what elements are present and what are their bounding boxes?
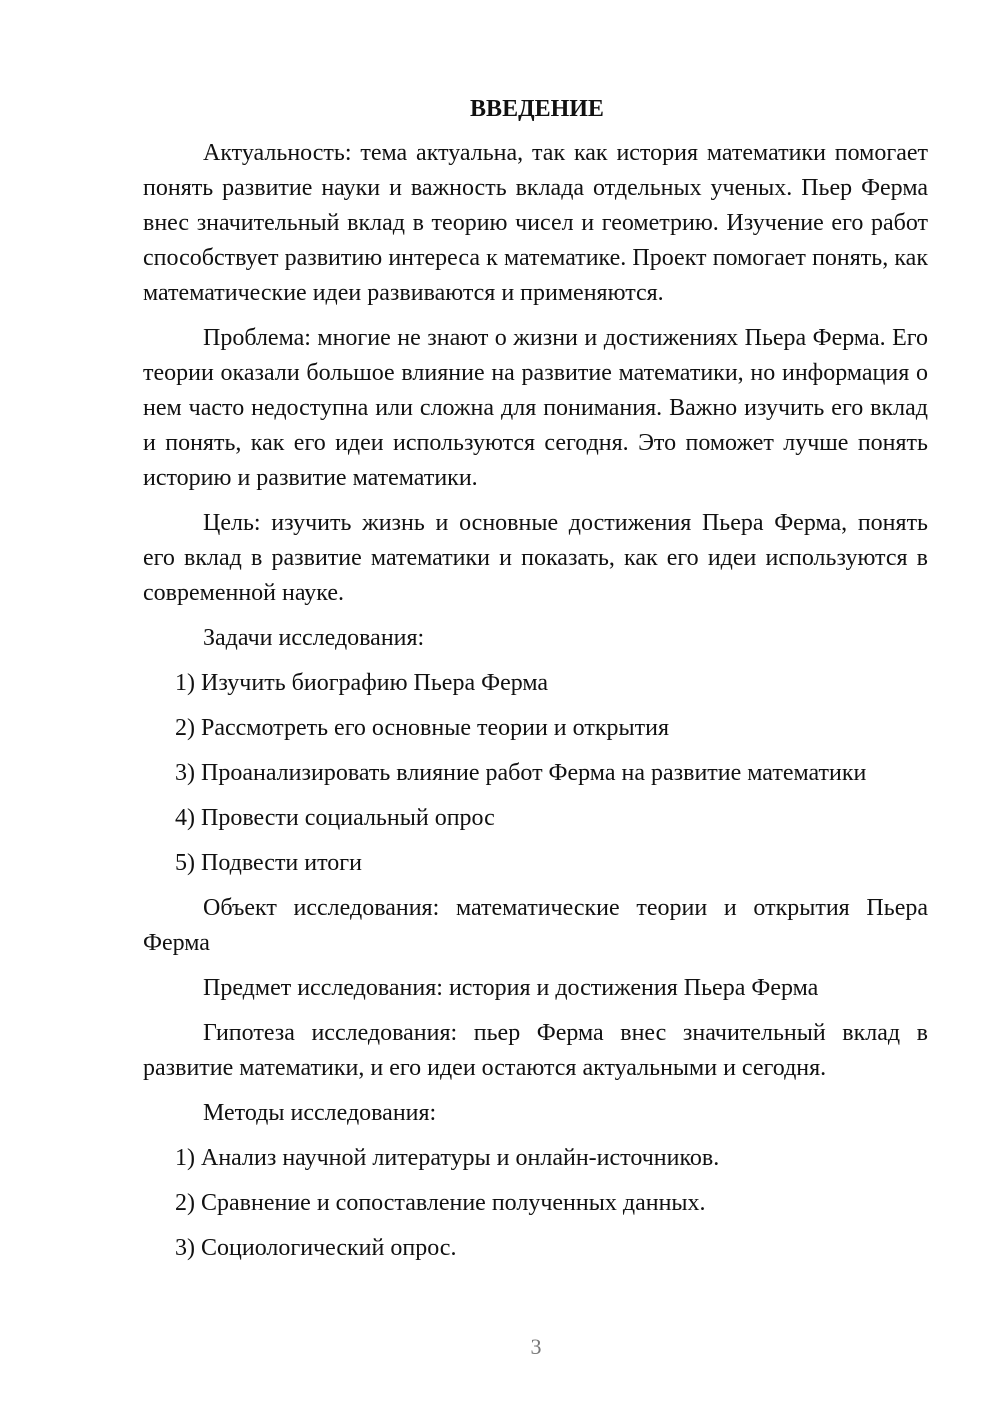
task-item-2: 2) Рассмотреть его основные теории и открытия bbox=[175, 715, 669, 741]
subject-line: Предмет исследования: история и достижения Пьера Ферма bbox=[203, 975, 819, 1001]
methods-heading: Методы исследования: bbox=[203, 1100, 437, 1126]
relevance-paragraph: Актуальность: тема актуальна, так как история математики помогает понять развитие науки и важность вклада отдельных ученых. Пьер Ферма внес значительный вклад в теорию чисел и геометрию. Изучение его работ способствует развитию интереса к математике. Проект помогает понять, как математические идеи развиваются и применяются. bbox=[143, 140, 928, 306]
object-paragraph: Объект исследования: математические теории и открытия Пьера Ферма bbox=[143, 895, 928, 956]
task-item-3: 3) Проанализировать влияние работ Ферма на развитие математики bbox=[175, 760, 867, 786]
goal-paragraph: Цель: изучить жизнь и основные достижения Пьера Ферма, понять его вклад в развитие математики и показать, как его идеи используются в современной науке. bbox=[143, 510, 928, 606]
task-item-5: 5) Подвести итоги bbox=[175, 850, 362, 876]
page-content bbox=[143, 92, 928, 1276]
task-item-1: 1) Изучить биографию Пьера Ферма bbox=[175, 670, 549, 696]
method-item-3: 3) Социологический опрос. bbox=[175, 1235, 457, 1261]
hypothesis-paragraph: Гипотеза исследования: пьер Ферма внес значительный вклад в развитие математики, и его идеи остаются актуальными и сегодня. bbox=[143, 1020, 928, 1081]
task-item-4: 4) Провести социальный опрос bbox=[175, 805, 495, 831]
method-item-2: 2) Сравнение и сопоставление полученных данных. bbox=[175, 1190, 706, 1216]
page-number: 3 bbox=[530, 1334, 542, 1359]
tasks-heading: Задачи исследования: bbox=[203, 625, 425, 651]
page-title: ВВЕДЕНИЕ bbox=[470, 96, 604, 122]
problem-paragraph: Проблема: многие не знают о жизни и достижениях Пьера Ферма. Его теории оказали большое влияние на развитие математики, но информация о нем часто недоступна или сложна для понимания. Важно изучить его вклад и понять, как его идеи используются сегодня. Это поможет лучше понять историю и развитие математики. bbox=[143, 325, 928, 491]
method-item-1: 1) Анализ научной литературы и онлайн-источников. bbox=[175, 1145, 720, 1171]
